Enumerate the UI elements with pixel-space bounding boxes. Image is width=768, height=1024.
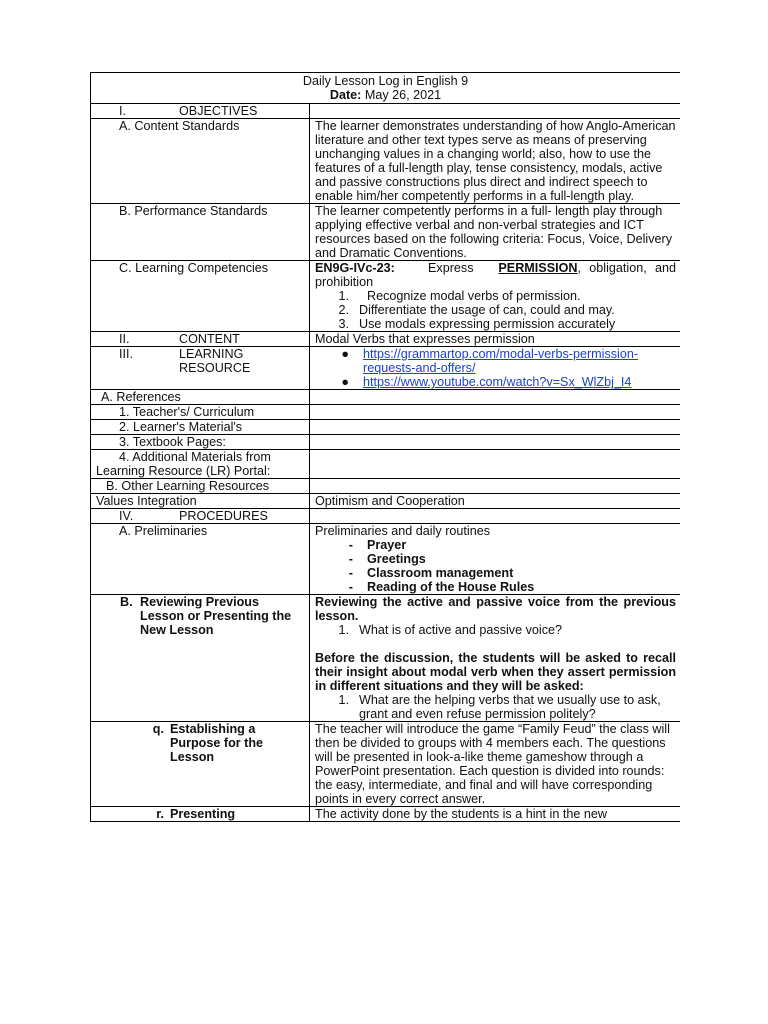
reviewing-paragraph: Before the discussion, the students will be asked to recall their insight about modal verb when they assert permission in different situations and they will be asked:	[315, 651, 677, 693]
dash-icon: -	[348, 538, 353, 552]
reviewing-question-text: What is of active and passive voice?	[359, 623, 563, 637]
procedures-label: PROCEDURES	[179, 509, 268, 523]
procedures-label-cell	[91, 509, 310, 524]
other-resources-value	[310, 479, 681, 494]
reviewing-label: Reviewing Previous Lesson or Presenting the New Lesson	[140, 595, 292, 637]
resource-link-youtube[interactable]: https://www.youtube.com/watch?v=Sx_WlZbj_I4	[363, 375, 632, 389]
item-number: 1.	[338, 693, 349, 707]
reviewing-marker: B.	[120, 595, 133, 609]
bullet-icon: ●	[341, 375, 349, 389]
resource-link-grammartop[interactable]: https://grammartop.com/modal-verbs-permission-requests-and-offers/	[363, 347, 639, 375]
performance-standards-row	[91, 204, 681, 261]
competency-item	[315, 317, 676, 331]
establishing-row	[91, 722, 681, 807]
procedures-value-cell	[310, 509, 681, 524]
other-resources-row	[91, 479, 681, 494]
reference-item-teacher: 1. Teacher's/ Curriculum	[91, 405, 310, 420]
item-number: 2.	[338, 303, 349, 317]
content-standards-label: A. Content Standards	[91, 119, 310, 204]
reviewing-heading: Reviewing the active and passive voice from the previous lesson.	[315, 595, 677, 623]
reviewing-question	[315, 693, 676, 721]
preliminary-item-text: Prayer	[367, 538, 407, 552]
learning-resource-numeral: III.	[119, 347, 133, 361]
values-row	[91, 494, 681, 509]
learning-resource-label-line1: LEARNING	[179, 347, 244, 361]
preliminary-item	[315, 538, 676, 552]
references-value	[310, 390, 681, 405]
preliminary-item	[315, 552, 676, 566]
reference-item-value	[310, 435, 681, 450]
preliminary-item-text: Classroom management	[367, 566, 514, 580]
content-label: CONTENT	[179, 332, 240, 346]
competency-post: , obligation, and prohibition	[315, 261, 677, 289]
competency-item	[315, 303, 676, 317]
reference-item-value	[310, 420, 681, 435]
learning-resource-label-cell	[91, 347, 310, 390]
date-label: Date:	[329, 88, 362, 102]
document-date	[95, 88, 676, 102]
resource-link-item	[315, 375, 676, 389]
values-label: Values Integration	[91, 494, 310, 509]
reference-item-row	[91, 405, 681, 420]
learning-competencies-row	[91, 261, 681, 332]
date-value: May 26, 2021	[364, 88, 442, 102]
reviewing-question-text: What are the helping verbs that we usually use to ask, grant and even refuse permission politely?	[359, 693, 661, 721]
performance-standards-label: B. Performance Standards	[91, 204, 310, 261]
reference-item-textbook: 3. Textbook Pages:	[91, 435, 310, 450]
presenting-label: Presenting	[170, 807, 236, 821]
bullet-icon: ●	[341, 347, 349, 361]
establishing-label: Establishing a Purpose for the Lesson	[170, 722, 264, 764]
reviewing-question	[315, 623, 676, 637]
establishing-marker: q.	[152, 722, 164, 736]
preliminaries-row	[91, 524, 681, 595]
item-number: 1.	[338, 623, 349, 637]
reviewing-cell	[310, 595, 681, 722]
procedures-row	[91, 509, 681, 524]
objectives-numeral: I.	[119, 104, 126, 118]
competency-statement	[315, 261, 676, 289]
performance-standards-text: The learner competently performs in a full- length play through applying effective verbal and non-verbal strategies and ICT resources based on the following criteria: Focus, Voice, Delivery and Dramatic Conventions.	[310, 204, 681, 261]
header-cell	[91, 73, 681, 104]
learning-competencies-label: C. Learning Competencies	[91, 261, 310, 332]
dash-icon: -	[348, 566, 353, 580]
content-standards-text: The learner demonstrates understanding of how Anglo-American literature and other text types serve as means of preserving unchanging values in a changing world; also, how to use the features of a full-length play, tense consistency, modals, active and passive constructions plus direct and indirect speech to enable him/her competently performs in a full-length play.	[310, 119, 681, 204]
preliminary-item-text: Reading of the House Rules	[367, 580, 535, 594]
learning-resource-links-cell	[310, 347, 681, 390]
establishing-text: The teacher will introduce the game “Family Feud” the class will then be divided to groups with 4 members each. The questions will be presented in look-a-like theme gameshow through a PowerPoint presentation. Each question is divided into rounds: the easy, intermediate, and final and will have corresponding points in every correct answer.	[310, 722, 681, 807]
competency-item	[315, 289, 676, 303]
dash-icon: -	[348, 552, 353, 566]
learning-resource-label-line2: RESOURCE	[179, 361, 251, 375]
header-row	[91, 73, 681, 104]
competency-item-text: Differentiate the usage of can, could and may.	[359, 303, 615, 317]
preliminaries-cell	[310, 524, 681, 595]
content-standards-row	[91, 119, 681, 204]
content-numeral: II.	[119, 332, 130, 346]
preliminary-item	[315, 566, 676, 580]
content-row	[91, 332, 681, 347]
reference-item-additional: 4. Additional Materials from Learning Resource (LR) Portal:	[91, 450, 310, 479]
other-resources-label: B. Other Learning Resources	[91, 479, 310, 494]
references-row	[91, 390, 681, 405]
item-number: 1.	[338, 289, 349, 303]
reference-item-value	[310, 450, 681, 479]
procedures-numeral: IV.	[119, 509, 134, 523]
learning-resource-row	[91, 347, 681, 390]
objectives-row	[91, 104, 681, 119]
dash-icon: -	[348, 580, 353, 594]
reference-item-row	[91, 450, 681, 479]
presenting-text: The activity done by the students is a hint in the new	[310, 807, 681, 822]
reference-item-value	[310, 405, 681, 420]
document-title: Daily Lesson Log in English 9	[302, 74, 469, 88]
lesson-log-page	[90, 72, 680, 1024]
lesson-log-table	[90, 72, 680, 822]
learning-competencies-cell	[310, 261, 681, 332]
establishing-label-cell	[91, 722, 310, 807]
reference-item-row	[91, 420, 681, 435]
content-text: Modal Verbs that expresses permission	[310, 332, 681, 347]
presenting-row	[91, 807, 681, 822]
reference-item-row	[91, 435, 681, 450]
values-text: Optimism and Cooperation	[310, 494, 681, 509]
item-number: 3.	[338, 317, 349, 331]
competency-item-text: Recognize modal verbs of permission.	[367, 289, 581, 303]
competency-pre: Express	[428, 261, 474, 275]
objectives-label-cell	[91, 104, 310, 119]
references-label: A. References	[91, 390, 310, 405]
competency-item-text: Use modals expressing permission accurately	[359, 317, 616, 331]
objectives-label: OBJECTIVES	[179, 104, 258, 118]
content-label-cell	[91, 332, 310, 347]
resource-link-item	[315, 347, 676, 375]
preliminary-item-text: Greetings	[367, 552, 426, 566]
preliminary-item	[315, 580, 676, 594]
presenting-label-cell	[91, 807, 310, 822]
reviewing-row	[91, 595, 681, 722]
competency-code: EN9G-IVc-23:	[315, 261, 395, 275]
reference-item-learner: 2. Learner's Material's	[91, 420, 310, 435]
objectives-value-cell	[310, 104, 681, 119]
preliminaries-label: A. Preliminaries	[91, 524, 310, 595]
reviewing-label-cell	[91, 595, 310, 722]
competency-keyword: PERMISSION	[498, 261, 578, 275]
preliminaries-intro: Preliminaries and daily routines	[315, 524, 490, 538]
presenting-marker: r.	[156, 807, 164, 821]
